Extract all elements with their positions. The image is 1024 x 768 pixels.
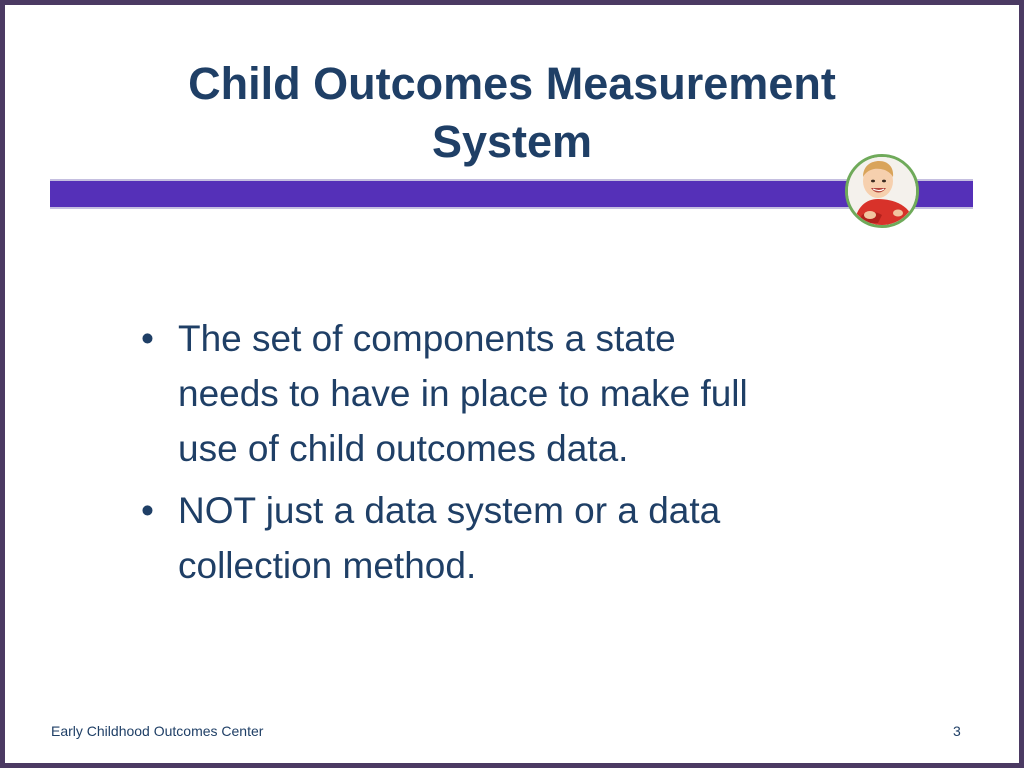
- slide-title-line-1: Child Outcomes Measurement: [188, 58, 836, 109]
- bullet-marker: •: [141, 490, 154, 531]
- slide-title: [5, 55, 1019, 171]
- bullet-text-line: needs to have in place to make full: [178, 373, 748, 414]
- slide-page-number: 3: [953, 723, 961, 739]
- bullet-text-line: use of child outcomes data.: [178, 428, 629, 469]
- child-photo: [845, 154, 919, 228]
- slide-title-line-2: System: [431, 116, 593, 167]
- title-divider-bar: [50, 179, 973, 209]
- bullet-item: [135, 483, 895, 593]
- bullet-text-line: The set of components a state: [178, 318, 676, 359]
- bullet-text-line: NOT just a data system or a data: [178, 490, 721, 531]
- bullet-text-line: collection method.: [178, 545, 477, 586]
- child-photo-image: [848, 157, 916, 225]
- footer-organization: Early Childhood Outcomes Center: [51, 723, 264, 739]
- bullet-marker: •: [141, 318, 154, 359]
- bullet-list: [135, 311, 895, 600]
- slide: [5, 5, 1019, 763]
- bullet-item: [135, 311, 895, 476]
